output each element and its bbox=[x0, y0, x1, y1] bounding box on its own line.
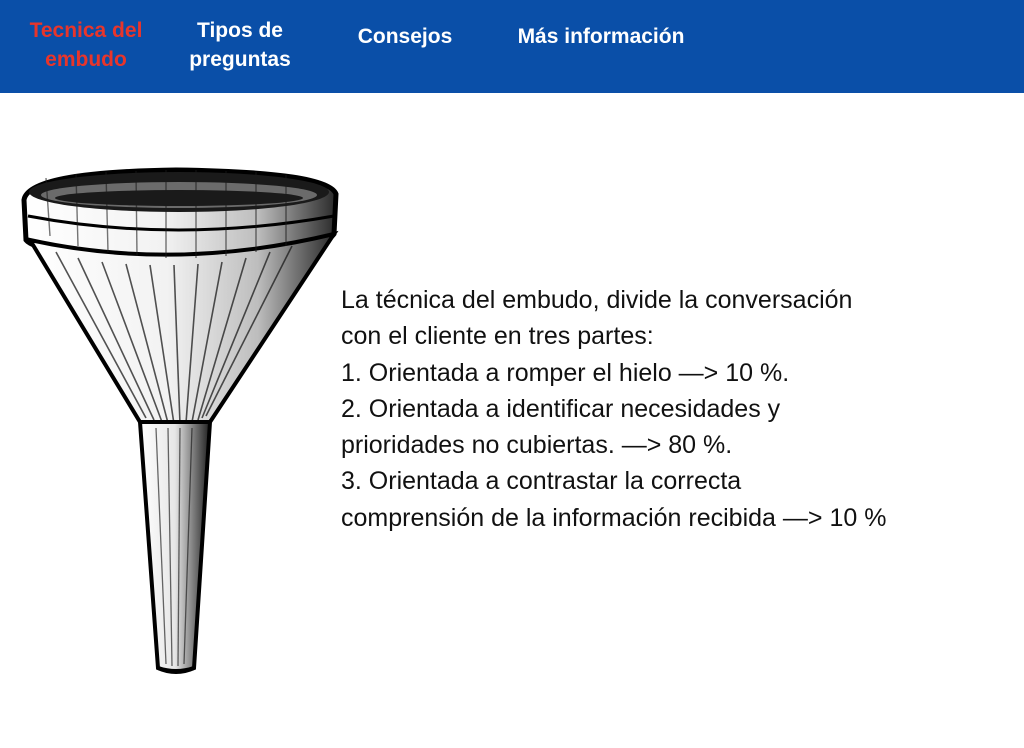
text-line: con el cliente en tres partes: bbox=[341, 322, 654, 351]
text-line: 2. Orientada a identificar necesidades y bbox=[341, 394, 781, 423]
top-navigation-bar bbox=[0, 0, 1024, 93]
tab-mas-informacion[interactable]: Más información bbox=[517, 25, 685, 48]
tab-tecnica-del-embudo[interactable]: Tecnica del embudo bbox=[29, 19, 143, 71]
text-line: La técnica del embudo, divide la conversación bbox=[341, 286, 853, 314]
text-line: prioridades no cubiertas. —> 80 %. bbox=[341, 431, 733, 460]
text-line: comprensión de la información recibida —> 10 % bbox=[341, 503, 887, 532]
funnel-technique-description bbox=[341, 282, 1011, 536]
tab-consejos[interactable]: Consejos bbox=[357, 25, 453, 48]
funnel-icon bbox=[16, 164, 342, 676]
text-line: 3. Orientada a contrastar la correcta bbox=[341, 467, 742, 496]
text-line: 1. Orientada a romper el hielo —> 10 %. bbox=[341, 358, 790, 387]
tab-tipos-de-preguntas[interactable]: Tipos de preguntas bbox=[189, 19, 291, 71]
